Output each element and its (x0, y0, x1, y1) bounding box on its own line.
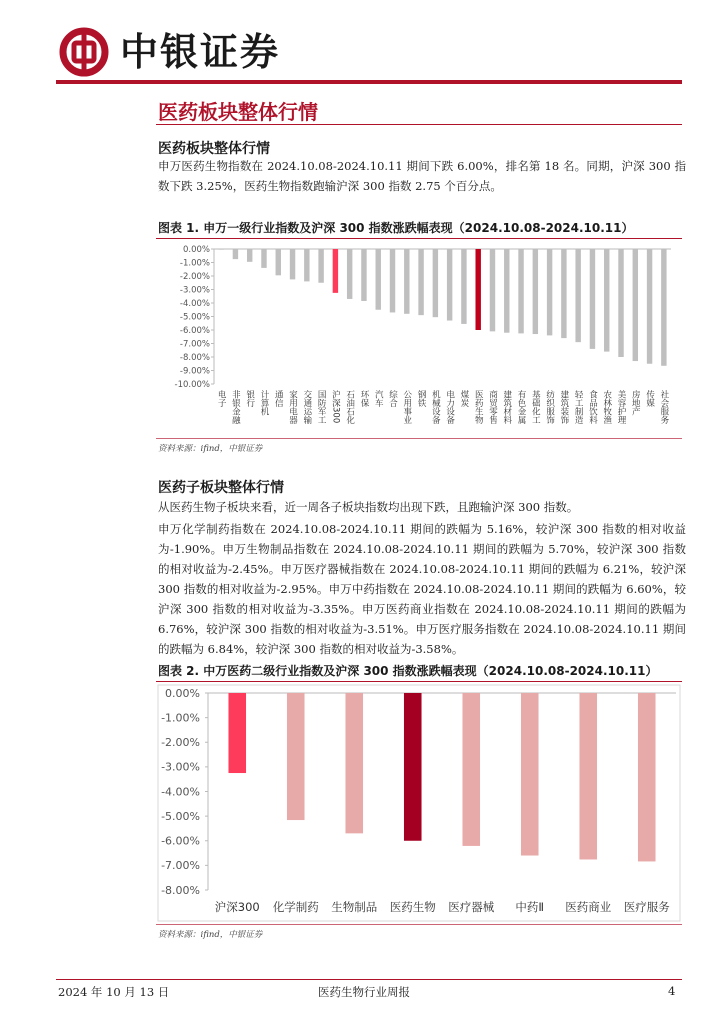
bar-化学制药 (287, 693, 305, 820)
bar-钢铁 (418, 249, 423, 315)
x-tick-label: 医药生物 (389, 900, 436, 914)
figure2-chart (156, 683, 682, 923)
x-tick-label: 生物制品 (331, 900, 378, 914)
y-tick-label: 0.00% (182, 244, 210, 255)
bar-机械设备 (433, 249, 438, 317)
bar-非银金融 (233, 249, 238, 259)
x-tick-label: 沪深300 (330, 390, 341, 424)
bar-社会服务 (661, 249, 666, 366)
x-tick-label: 社会服务 (658, 390, 669, 424)
bar-电子 (218, 249, 223, 250)
figure2-source: 资料来源：ifind，中银证券 (158, 930, 263, 940)
y-tick-label: -4.00% (161, 785, 200, 799)
x-tick-label: 公用事业 (401, 390, 412, 424)
bar-商贸零售 (490, 249, 495, 331)
x-tick-label: 建筑材料 (501, 390, 512, 424)
bar-中药Ⅱ (521, 693, 539, 856)
y-tick-label: -6.00% (161, 834, 200, 848)
x-tick-label: 医药商业 (565, 900, 612, 914)
bar-建筑装饰 (561, 249, 566, 338)
y-tick-label: -9.00% (179, 366, 210, 377)
bar-家用电器 (290, 249, 295, 279)
x-tick-label: 非银金融 (230, 390, 241, 424)
x-tick-label: 医疗服务 (623, 900, 670, 914)
bar-医疗服务 (638, 693, 656, 861)
y-tick-label: -2.00% (161, 736, 200, 750)
footer-date: 2024 年 10 月 13 日 (58, 985, 170, 999)
figure1-chart (156, 240, 682, 438)
y-tick-label: -8.00% (161, 883, 200, 897)
x-tick-label: 家用电器 (287, 390, 298, 424)
bar-银行 (247, 249, 252, 262)
bar-计算机 (261, 249, 266, 268)
bar-轻工制造 (575, 249, 580, 342)
x-tick-label: 交通运输 (301, 390, 312, 424)
footer-divider (56, 979, 682, 980)
x-tick-label: 医疗器械 (448, 900, 495, 914)
bar-环保 (361, 249, 366, 301)
x-tick-label: 轻工制造 (573, 390, 584, 424)
brand (58, 26, 280, 78)
bar-美容护理 (618, 249, 623, 357)
brand-name: 中银证券 (120, 30, 281, 74)
x-tick-label: 石油石化 (344, 390, 355, 424)
y-tick-label: -5.00% (161, 809, 200, 823)
bar-医药商业 (579, 693, 597, 859)
footer-report-name: 医药生物行业周报 (318, 985, 410, 999)
bar-电力设备 (447, 249, 452, 321)
x-tick-label: 建筑装饰 (558, 390, 569, 424)
y-tick-label: -4.00% (179, 298, 210, 309)
x-tick-label: 房地产 (630, 390, 641, 416)
footer-page-number: 4 (668, 984, 676, 998)
bar-综合 (390, 249, 395, 312)
block2-subhead: 医药子板块整体行情 (158, 480, 284, 496)
block2-paragraph1: 从医药生物子板块来看，近一周各子板块指数均出现下跌，且跑输沪深 300 指数。 (158, 500, 579, 514)
x-tick-label: 基础化工 (530, 390, 541, 424)
y-tick-label: -8.00% (179, 352, 210, 363)
bar-生物制品 (345, 693, 363, 833)
x-tick-label: 电力设备 (444, 390, 455, 424)
block1-paragraph: 申万医药生物指数在 2024.10.08-2024.10.11 期间下跌 6.00%，排名第 18 名。同期，沪深 300 指数下跌 3.25%，医药生物指数跑输沪深 300 指数 2.75 个百分点。 (158, 159, 686, 193)
bar-沪深300 (228, 693, 246, 773)
x-tick-label: 中药Ⅱ (515, 900, 545, 914)
bar-国防军工 (318, 249, 323, 283)
bar-医药生物 (475, 249, 480, 330)
y-tick-label: -7.00% (161, 859, 200, 873)
x-tick-label: 煤炭 (458, 390, 469, 407)
bar-公用事业 (404, 249, 409, 314)
y-tick-label: -6.00% (179, 325, 210, 336)
x-tick-label: 美容护理 (616, 390, 627, 424)
x-tick-label: 银行 (244, 390, 255, 407)
y-tick-label: -5.00% (179, 312, 210, 323)
x-tick-label: 环保 (358, 390, 369, 407)
bar-沪深300 (333, 249, 338, 293)
figure1-source: 资料来源：ifind，中银证券 (158, 444, 263, 454)
figure2-bottom-rule (156, 924, 682, 925)
section-divider (156, 124, 682, 125)
x-tick-label: 电子 (216, 390, 227, 407)
y-tick-label: -3.00% (179, 285, 210, 296)
block1-subhead: 医药板块整体行情 (158, 141, 270, 157)
header-divider (56, 80, 682, 84)
x-tick-label: 农林牧渔 (601, 390, 612, 424)
y-tick-label: -7.00% (179, 339, 210, 350)
bar-农林牧渔 (604, 249, 609, 352)
y-tick-label: -10.00% (174, 379, 210, 390)
x-tick-label: 商贸零售 (487, 390, 498, 424)
bar-纺织服饰 (547, 249, 552, 335)
y-tick-label: -2.00% (179, 271, 210, 282)
figure2-title: 图表 2. 中万医药二级行业指数及沪深 300 指数涨跌幅表现（2024.10.08-2024.10.11） (158, 664, 658, 678)
bar-传媒 (647, 249, 652, 364)
figure1-title: 图表 1. 申万一级行业指数及沪深 300 指数涨跌幅表现（2024.10.08-2024.10.11） (158, 221, 634, 235)
bar-汽车 (376, 249, 381, 310)
bar-建筑材料 (504, 249, 509, 333)
x-tick-label: 机械设备 (430, 390, 441, 424)
bar-房地产 (633, 249, 638, 361)
x-tick-label: 传媒 (644, 390, 655, 407)
bar-石油石化 (347, 249, 352, 299)
bar-煤炭 (461, 249, 466, 324)
section-title: 医药板块整体行情 (158, 100, 318, 124)
x-tick-label: 沪深300 (214, 900, 260, 914)
x-tick-label: 化学制药 (272, 900, 319, 914)
x-tick-label: 汽车 (373, 390, 384, 407)
y-tick-label: -1.00% (179, 258, 210, 269)
block2-paragraph2: 申万化学制药指数在 2024.10.08-2024.10.11 期间的跌幅为 5.16%，较沪深 300 指数的相对收益为-1.90%。申万生物制品指数在 2024.10.08-2024.10.11 期间的跌幅为 5.70%，较沪深 300 指数的相对收益为-2.45%。申万医疗器械指数在 2024.10.08-2024.10.11 期间的跌幅为 6.21%，较沪深 300 指数的相对收益为-2.95%。申万中药指数在 2024.10.08-2024.10.11 期间的跌幅为 6.60%，较沪深 300 指数的相对收益为-3.35%。申万医药商业指数在 2024.10.08-2024.10.11 期间的跌幅为 6.76%，较沪深 300 指数的相对收益为-3.51%。申万医疗服务指数在 2024.10.08-2024.10.11 期间的跌幅为 6.84%，较沪深 300 指数的相对收益为-3.58%。 (158, 522, 686, 656)
y-tick-label: 0.00% (165, 686, 200, 700)
x-tick-label: 医药生物 (473, 390, 484, 424)
x-tick-label: 食品饮料 (587, 390, 598, 424)
bar-医药生物 (404, 693, 422, 841)
bar-通信 (276, 249, 281, 275)
figure2-top-rule (156, 681, 682, 682)
x-tick-label: 国防军工 (316, 390, 327, 424)
y-tick-label: -3.00% (161, 760, 200, 774)
bank-of-china-logo-icon (58, 26, 110, 78)
x-tick-label: 钢铁 (416, 390, 427, 407)
figure1-top-rule (156, 238, 682, 239)
x-tick-label: 通信 (273, 390, 284, 407)
x-tick-label: 综合 (387, 390, 398, 407)
bar-食品饮料 (590, 249, 595, 349)
figure1-bottom-rule (156, 438, 682, 439)
bar-医疗器械 (462, 693, 480, 846)
bar-有色金属 (518, 249, 523, 333)
y-tick-label: -1.00% (161, 711, 200, 725)
x-tick-label: 有色金属 (516, 390, 527, 424)
x-tick-label: 纺织服饰 (544, 390, 555, 424)
bar-交通运输 (304, 249, 309, 281)
bar-基础化工 (533, 249, 538, 334)
x-tick-label: 计算机 (258, 390, 269, 416)
